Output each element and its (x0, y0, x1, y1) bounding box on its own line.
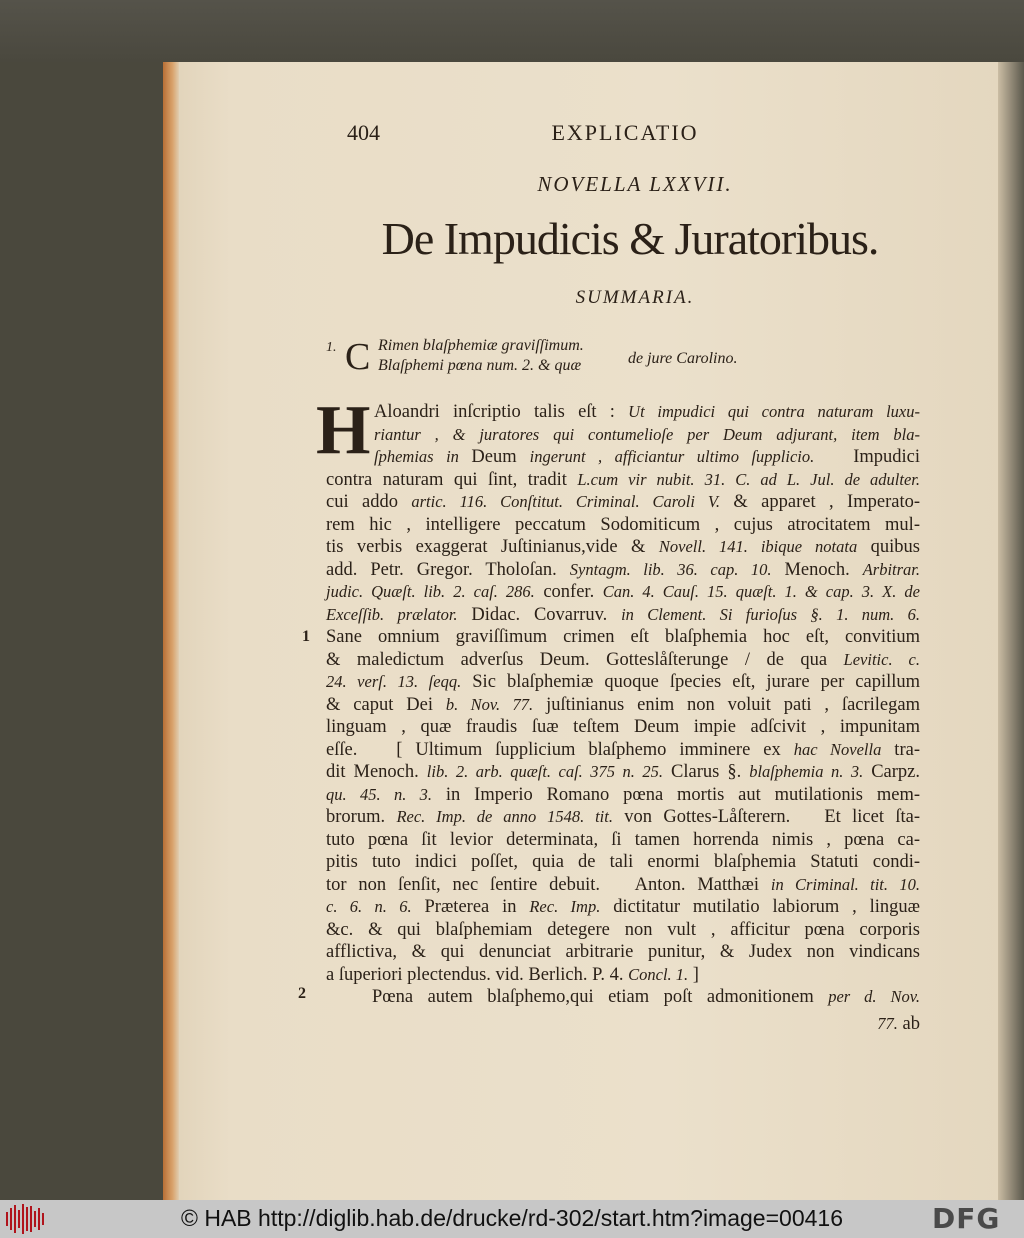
summary-line: de jure Carolino. (628, 350, 738, 367)
text-run: Deum (471, 447, 530, 467)
summary-line: Blaſphemi pœna num. 2. & quæ (378, 357, 582, 374)
text-run: eſſe. [ Ultimum ſupplicium blaſphemo imminere ex (326, 739, 794, 760)
text-run: add. Petr. Gregor. Tholoſan. (326, 559, 570, 580)
text-line (326, 649, 920, 671)
text-line (374, 401, 920, 423)
text-run: tor non ſenſit, nec ſentire debuit. Anton. Matthæi (326, 874, 771, 895)
italic-citation: Can. 4. Cauſ. 15. quæſt. 1. & cap. 3. X. de (602, 582, 920, 601)
text-run: in Imperio Romano pœna mortis aut mutilationis mem- (432, 784, 921, 805)
text-line (326, 469, 920, 491)
running-head: EXPLICATIO (551, 120, 699, 145)
text-run: cui addo (326, 492, 412, 512)
text-line (326, 581, 920, 603)
text-run: Impudici (814, 447, 920, 467)
italic-citation: Ut impudici qui contra naturam luxu- (628, 402, 920, 421)
chapter-title: De Impudicis & Juratoribus. (381, 213, 879, 264)
summaria-heading: SUMMARIA. (575, 287, 695, 308)
italic-citation: 77. (877, 1013, 898, 1033)
italic-citation: Rec. Imp. de anno 1548. tit. (396, 807, 613, 826)
summary-initial: C (345, 336, 371, 378)
italic-citation: Levitic. c. (843, 649, 920, 669)
text-line (326, 626, 920, 648)
dfg-logo: DFG (932, 1202, 1001, 1235)
text-run: &c. & qui blaſphemiam detegere non vult , afficitur pœna corporis (326, 919, 920, 940)
text-run: dit Menoch. (326, 762, 427, 782)
text-line (326, 874, 920, 896)
italic-citation: Syntagm. lib. 36. cap. 10. (569, 559, 772, 579)
text-line (326, 784, 920, 806)
italic-citation: c. 6. n. 6. (326, 897, 412, 916)
summary-line: Rimen blaſphemiæ graviſſimum. (378, 337, 584, 354)
text-line (326, 514, 920, 536)
copyright-url[interactable]: © HAB http://diglib.hab.de/drucke/rd-302/start.htm?image=00416 (181, 1205, 843, 1231)
italic-citation: Arbitrar. (862, 559, 920, 579)
text-run: a ſuperiori plectendus. vid. Berlich. P. 4. (326, 964, 629, 985)
text-run: Carpz. (863, 762, 920, 782)
text-line (326, 851, 920, 873)
italic-citation: riantur , & juratores qui contumelioſe per Deum adjurant, item bla- (374, 424, 920, 444)
page-edge (163, 62, 179, 1200)
text-run: contra naturam qui ſint, tradit (326, 469, 578, 490)
margin-note: 1 (302, 628, 310, 645)
text-line (326, 536, 920, 558)
italic-citation: judic. Quæſt. lib. 2. caſ. 286. (326, 582, 535, 601)
chapter-label: NOVELLA LXXVII. (537, 172, 733, 196)
text-run: afflictiva, & qui denunciat arbitrarie punitur, & Judex non vindicans (326, 942, 920, 962)
text-line (326, 919, 920, 941)
italic-citation: per d. Nov. (828, 987, 920, 1006)
italic-citation: blaſphemia n. 3. (749, 762, 864, 781)
text-run: brorum. (326, 807, 397, 827)
italic-citation: in Criminal. tit. 10. (770, 874, 920, 894)
text-line (326, 694, 920, 716)
text-line (326, 739, 920, 761)
italic-citation: hac Novella (793, 739, 882, 759)
text-run: ] (688, 964, 699, 985)
text-line (326, 491, 920, 513)
italic-citation: ingerunt , afficiantur ultimo ſupplicio. (529, 447, 815, 466)
page-gutter-shadow (998, 62, 1024, 1200)
text-run: Pœna autem blaſphemo,qui etiam poſt admonitionem (372, 987, 829, 1007)
italic-citation: qu. 45. n. 3. (326, 784, 433, 804)
margin-note: 2 (298, 985, 306, 1002)
text-run: confer. (534, 582, 603, 602)
text-run: Menoch. (771, 559, 863, 580)
text-run: von Gottes-Låſterern. Et licet ſta- (612, 807, 920, 827)
text-line (326, 896, 920, 918)
text-line (326, 604, 920, 626)
text-line (326, 716, 920, 738)
text-run: quibus (857, 537, 921, 557)
italic-citation: lib. 2. arb. quæſt. caſ. 375 n. 25. (426, 762, 664, 781)
italic-citation: artic. 116. Conſtitut. Criminal. Caroli V. (411, 492, 720, 511)
italic-citation: ſphemias in (374, 447, 472, 466)
text-line (374, 424, 920, 446)
text-run: & maledictum adverſus Deum. Gotteslåſterunge / de qua (326, 649, 844, 670)
summary-number: 1. (326, 340, 337, 355)
text-run: juſtinianus enim non voluit pati , ſacrilegam (533, 694, 920, 715)
text-line (326, 1013, 920, 1035)
text-line (372, 986, 920, 1008)
italic-citation: Novell. 141. ibique notata (658, 537, 858, 556)
text-line (326, 806, 920, 828)
text-line (326, 761, 920, 783)
italic-citation: in Clement. Si furioſus §. 1. num. 6. (621, 604, 920, 624)
italic-citation: b. Nov. 77. (445, 694, 534, 714)
text-run: tuto pœna ſit levior determinata, ſi tamen horrenda nimis , pœna ca- (326, 829, 920, 850)
text-run: & caput Dei (326, 694, 446, 715)
italic-citation: 24. verſ. 13. ſeqq. (326, 672, 462, 691)
text-run: Clarus §. (663, 762, 750, 782)
text-line (326, 559, 920, 581)
italic-citation: Exceſſib. prælator. (326, 604, 458, 624)
scanner-background (0, 0, 1024, 62)
text-line (326, 671, 920, 693)
text-run: Sic blaſphemiæ quoque ſpecies eſt, jurare per capillum (461, 672, 921, 692)
text-run: rem hic , intelligere peccatum Sodomiticum , cujus atrocitatem mul- (326, 514, 920, 535)
italic-citation: Rec. Imp. (529, 897, 601, 916)
text-line (326, 941, 920, 963)
text-run: dictitatur mutilatio labiorum , linguæ (600, 897, 920, 917)
italic-citation: L.cum vir nubit. 31. C. ad L. Jul. de adulter. (577, 469, 921, 489)
text-run: Præterea in (411, 897, 530, 917)
text-line (326, 829, 920, 851)
text-run: linguam , quæ fraudis ſuæ teſtem Deum impie adſcivit , impunitam (326, 717, 920, 737)
page-number: 404 (347, 120, 380, 145)
text-run: & apparet , Imperato- (719, 492, 920, 512)
text-run: Aloandri inſcriptio talis eſt : (374, 402, 629, 422)
italic-citation: Concl. 1. (628, 964, 689, 984)
text-run: pitis tuto indici poſſet, quia de tali enormi blaſphemia Statuti condi- (326, 852, 920, 872)
text-line (326, 964, 920, 986)
text-run: ab (897, 1013, 920, 1034)
text-run: Sane omnium graviſſimum crimen eſt blaſphemia hoc eſt, convitium (326, 627, 920, 647)
text-line (374, 446, 920, 468)
text-run: tis verbis exaggerat Juſtinianus,vide & (326, 537, 659, 557)
text-run: tra- (881, 739, 920, 760)
text-run: Didac. Covarruv. (457, 604, 622, 625)
drop-cap: H (316, 392, 371, 469)
